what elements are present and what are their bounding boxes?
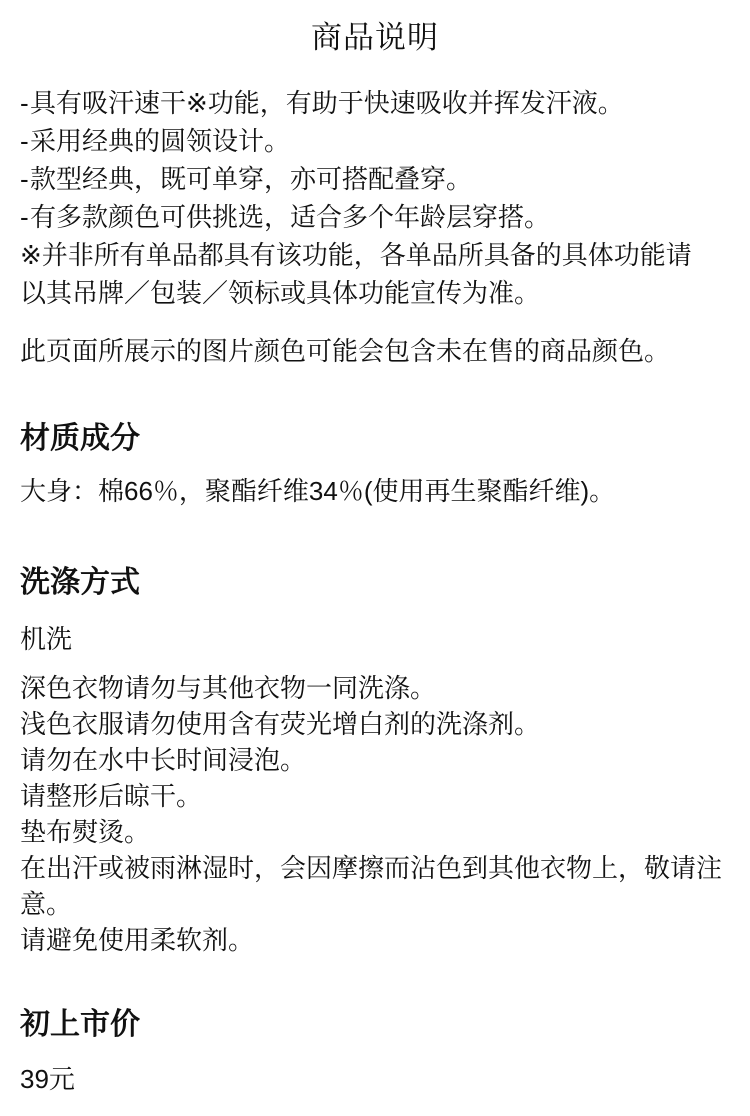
color-disclaimer: 此页面所展示的图片颜色可能会包含未在售的商品颜色。 — [20, 336, 671, 366]
feature-item — [20, 160, 730, 198]
feature-note-line: 以其吊牌／包装／领标或具体功能宣传为准。 — [20, 278, 541, 308]
feature-text: 采用经典的圆领设计。 — [30, 126, 291, 156]
feature-item — [20, 84, 730, 122]
care-instructions — [20, 670, 730, 958]
feature-list — [20, 84, 730, 312]
section-heading-price: 初上市价 — [20, 1008, 140, 1041]
feature-note-line: ※并非所有单品都具有该功能，各单品所具备的具体功能请 — [20, 240, 692, 270]
care-line: 请整形后晾干。 — [20, 781, 203, 811]
bullet-dash: - — [20, 126, 29, 156]
care-line: 深色衣物请勿与其他衣物一同洗涤。 — [20, 673, 437, 703]
care-line: 请避免使用柔软剂。 — [20, 925, 255, 955]
care-line: 在出汗或被雨淋湿时，会因摩擦而沾色到其他衣物上，敬请注 — [20, 853, 723, 883]
care-line: 意。 — [20, 889, 73, 919]
section-heading-washing: 洗涤方式 — [20, 566, 140, 599]
initial-price: 39元 — [20, 1064, 75, 1094]
feature-item — [20, 198, 730, 236]
feature-text: 有多款颜色可供挑选，适合多个年龄层穿搭。 — [30, 202, 551, 232]
feature-text: 款型经典，既可单穿，亦可搭配叠穿。 — [30, 164, 473, 194]
feature-item — [20, 122, 730, 160]
material-composition: 大身：棉66％，聚酯纤维34％(使用再生聚酯纤维)。 — [20, 476, 616, 506]
bullet-dash: - — [20, 164, 29, 194]
section-heading-material: 材质成分 — [20, 422, 140, 455]
bullet-dash: - — [20, 88, 29, 118]
care-line: 垫布熨烫。 — [20, 817, 151, 847]
washing-method: 机洗 — [20, 624, 73, 654]
care-line: 浅色衣服请勿使用含有荧光增白剂的洗涤剂。 — [20, 709, 541, 739]
care-line: 请勿在水中长时间浸泡。 — [20, 745, 307, 775]
bullet-dash: - — [20, 202, 29, 232]
feature-text: 具有吸汗速干※功能，有助于快速吸收并挥发汗液。 — [30, 88, 624, 118]
page-title: 商品说明 — [311, 20, 439, 55]
